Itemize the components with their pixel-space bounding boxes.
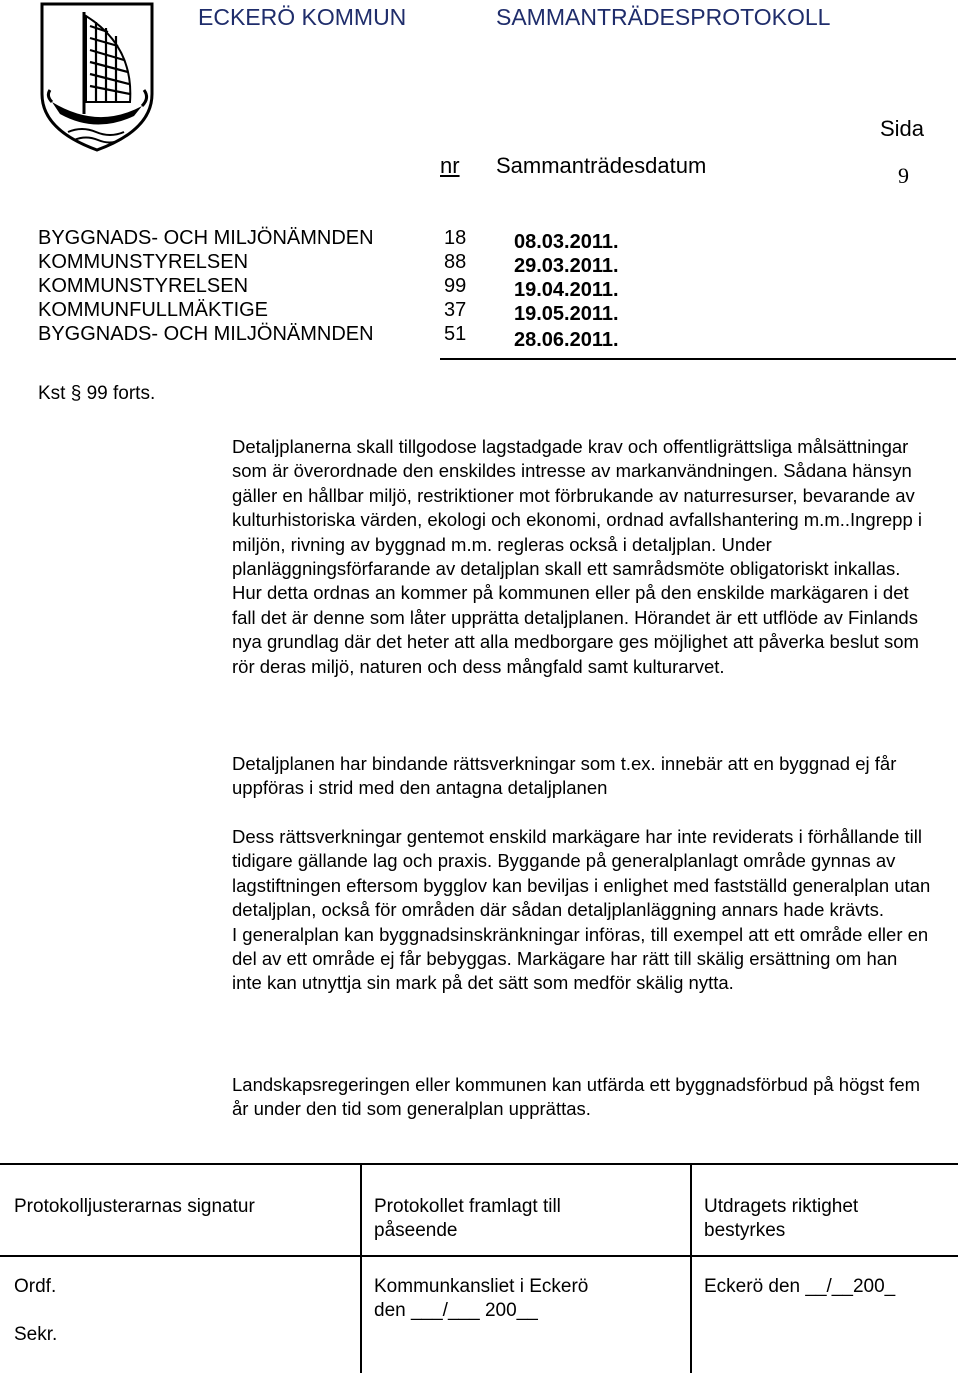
nr-label: nr (440, 153, 460, 178)
meeting-date: 19.04.2011. (514, 279, 619, 301)
municipality-logo (38, 2, 156, 152)
body-paragraph: Dess rättsverkningar gentemot enskild markägare har inte reviderats i förhållande till tidigare gällande lag och praxis. Byggande på generalplanlagt område gynnas av lagstiftningen eftersom bygglov kan beviljas i enlighet med fastställd generalplan utan detaljplan, också för områden där sådan detaljplanläggning annars hade krävts. I generalplan kan byggnadsinskränkningar införas, till exempel att ett område eller en del av ett område ej får bebyggas. Markägare har rätt till skälig ersättning om han inte kan utnyttja sin mark på det sätt som medför skälig nytta. (232, 826, 931, 994)
body-paragraph: Detaljplanerna skall tillgodose lagstadgade krav och offentligrättsliga målsättningar som är överordnade den enskildes intresse av markanvändningen. Sådana hänsyn gäller en hållbar miljö, restriktioner mot förbrukande av naturresurser, bevarande av kulturhistoriska värden, ekologi och ekonomi, ordnad avfallshantering m.m..Ingrepp i miljön, rivning av byggnad m.m. regleras också i detaljplan. Under planläggningsförfarande av detaljplan skall ett samrådsmöte obligatoriskt inkallas. Hur detta ordnas an kommer på kommunen eller på den enskilde markägaren i det fall det är denne som låter upprätta detaljplanen. Hörandet är ett utflöde av Finlands nya grundlag där det heter att alla medborgare ges möjlighet att påverka beslut som rör deras miljö, naturen och dess mångfald samt kulturarvet. (232, 436, 923, 677)
meeting-body: BYGGNADS- OCH MILJÖNÄMNDEN (38, 227, 374, 249)
page-number: 9 (898, 163, 909, 188)
meeting-nr: 37 (444, 299, 467, 321)
date-label: Sammanträdesdatum (496, 153, 707, 178)
meeting-body: KOMMUNFULLMÄKTIGE (38, 299, 269, 321)
meeting-nr: 88 (444, 251, 467, 273)
certification-heading: Utdragets riktighet (704, 1196, 859, 1217)
meeting-nr: 99 (444, 275, 467, 297)
chair-label: Ordf. (14, 1276, 57, 1297)
meeting-body: KOMMUNSTYRELSEN (38, 251, 249, 273)
header-divider (440, 358, 956, 360)
meeting-row (0, 226, 960, 253)
body-paragraph: Detaljplanen har bindande rättsverkningar som t.ex. innebär att en byggnad ej får uppföras i strid med den antagna detaljplanen (232, 753, 897, 799)
public-display-heading: Protokollet framlagt till (374, 1196, 561, 1217)
body-paragraph: Landskapsregeringen eller kommunen kan utfärda ett byggnadsförbud på högst fem år under den tid som generalplan upprättas. (232, 1074, 921, 1120)
meeting-date: 28.06.2011. (514, 329, 619, 351)
display-date: den ___/___ 200__ (374, 1300, 538, 1321)
meeting-body: BYGGNADS- OCH MILJÖNÄMNDEN (38, 323, 374, 345)
certification-place-date: Eckerö den __/__200_ (704, 1276, 896, 1297)
row-divider (0, 1255, 958, 1257)
meeting-body: KOMMUNSTYRELSEN (38, 275, 249, 297)
meeting-row (0, 250, 960, 277)
public-display-heading-2: påseende (374, 1220, 458, 1241)
certification-heading-2: bestyrkes (704, 1220, 786, 1241)
meeting-nr: 18 (444, 227, 467, 249)
meeting-row (0, 322, 960, 351)
signature-heading: Protokolljusterarnas signatur (14, 1196, 255, 1217)
meeting-date: 08.03.2011. (514, 231, 619, 253)
column-divider (360, 1165, 362, 1373)
organization-name: ECKERÖ KOMMUN (198, 4, 407, 30)
section-reference: Kst § 99 forts. (38, 383, 156, 404)
meeting-nr: 51 (444, 323, 467, 345)
column-divider (690, 1165, 692, 1373)
secretary-label: Sekr. (14, 1324, 58, 1345)
meeting-date: 19.05.2011. (514, 303, 619, 325)
signature-table (0, 1163, 958, 1373)
meeting-row (0, 274, 960, 301)
meeting-row (0, 298, 960, 325)
page-label: Sida (880, 116, 925, 141)
display-location: Kommunkansliet i Eckerö (374, 1276, 589, 1297)
document-type: SAMMANTRÄDESPROTOKOLL (496, 4, 831, 30)
meeting-date: 29.03.2011. (514, 255, 619, 277)
